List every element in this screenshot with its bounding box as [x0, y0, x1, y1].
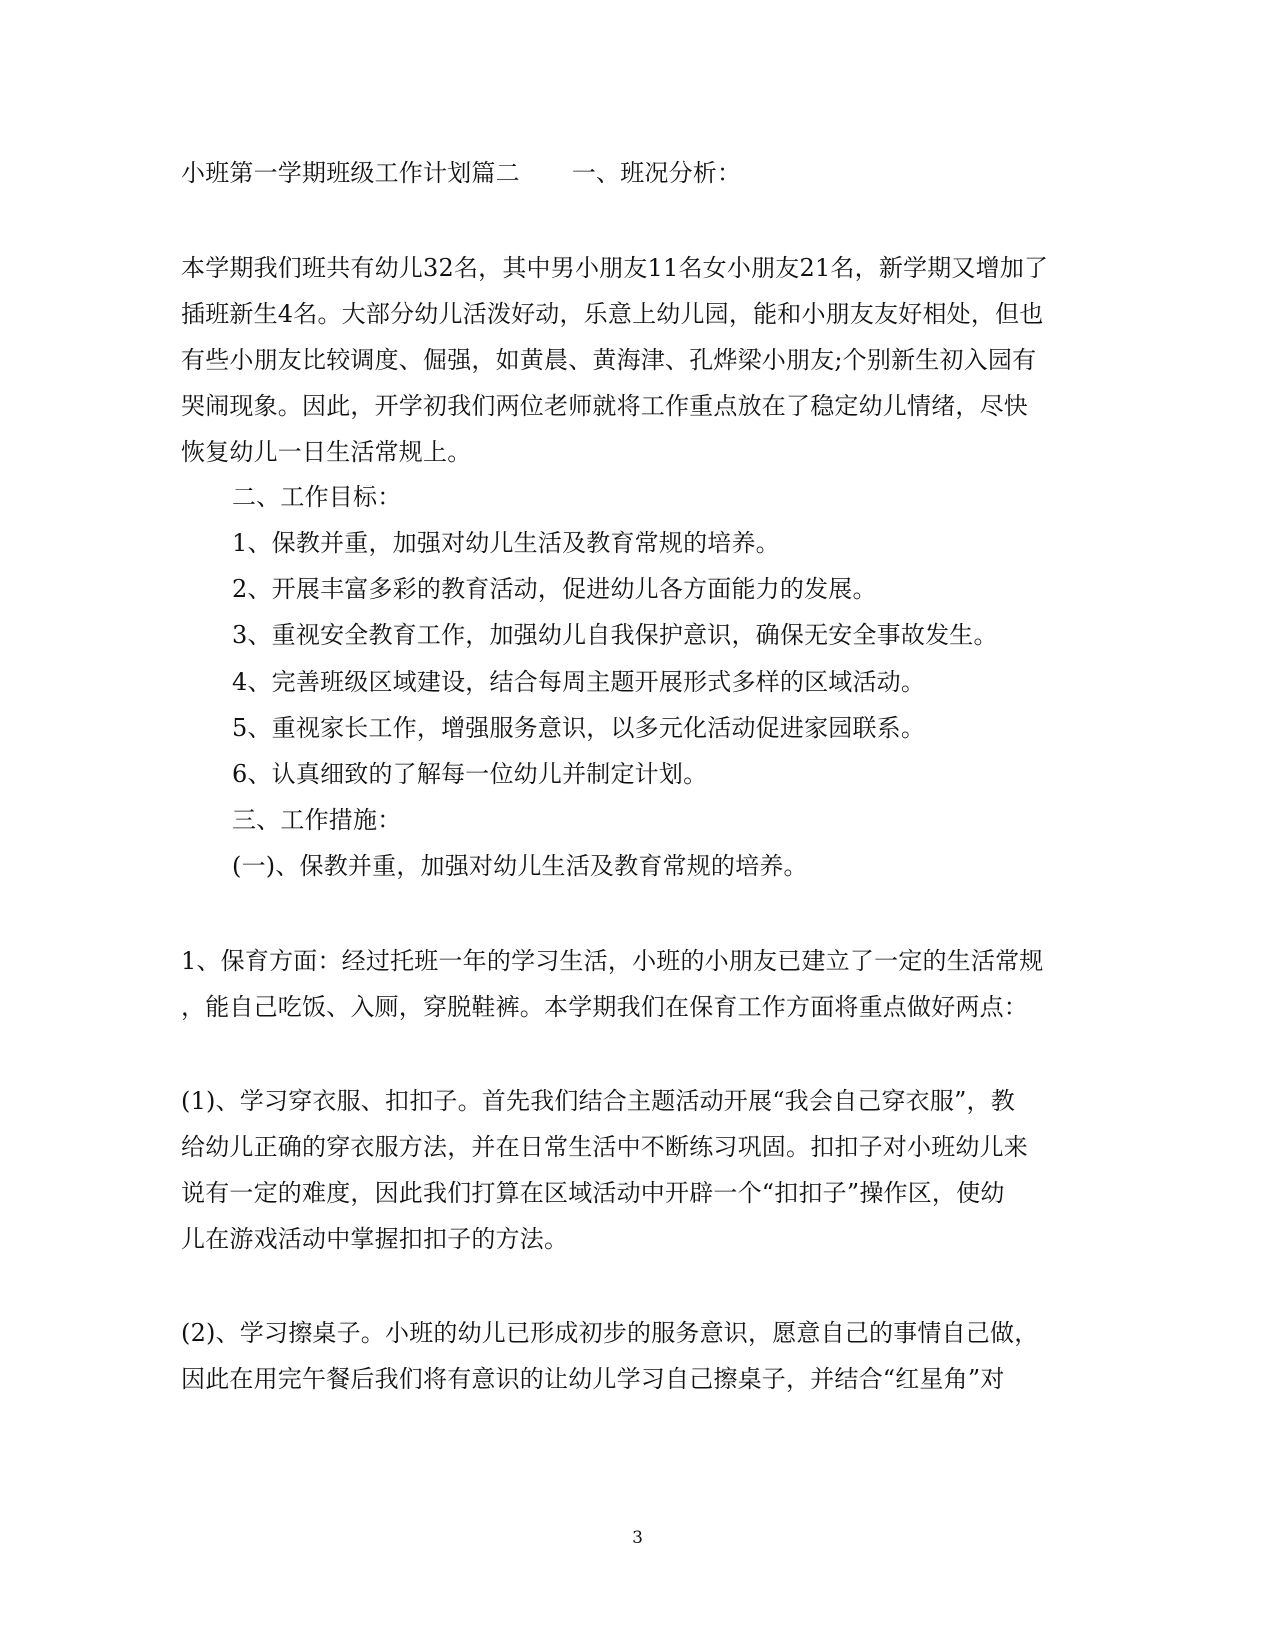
paragraph-line: 儿在游戏活动中掌握扣扣子的方法。: [181, 1225, 569, 1253]
document-title: 小班第一学期班级工作计划篇二: [181, 159, 520, 187]
paragraph-line: 哭闹现象。因此，开学初我们两位老师就将工作重点放在了稳定幼儿情绪，尽快: [181, 392, 1028, 420]
goal-item: 1、保教并重，加强对幼儿生活及教育常规的培养。: [232, 529, 780, 557]
paragraph-line: (2)、学习擦桌子。小班的幼儿已形成初步的服务意识，愿意自己的事情自己做，: [181, 1319, 1039, 1347]
section-heading-measures: 三、工作措施：: [232, 806, 402, 834]
heading-line: [181, 158, 741, 188]
paragraph-line: 插班新生4名。大部分幼儿活泼好动，乐意上幼儿园，能和小朋友友好相处，但也: [181, 300, 1044, 328]
section-heading-class-analysis: 一、班况分析：: [571, 159, 742, 187]
goal-item: 3、重视安全教育工作，加强幼儿自我保护意识，确保无安全事故发生。: [232, 621, 998, 649]
paragraph-line: 给幼儿正确的穿衣服方法，并在日常生活中不断练习巩固。扣扣子对小班幼儿来: [181, 1133, 1028, 1161]
page-number: 3: [632, 1528, 643, 1548]
goal-item: 2、开展丰富多彩的教育活动，促进幼儿各方面能力的发展。: [232, 575, 877, 603]
goal-item: 5、重视家长工作，增强服务意识，以多元化活动促进家园联系。: [232, 714, 926, 742]
goal-item: 6、认真细致的了解每一位幼儿并制定计划。: [232, 760, 708, 788]
paragraph-line: 说有一定的难度，因此我们打算在区域活动中开辟一个“扣扣子”操作区，使幼: [181, 1179, 1005, 1207]
paragraph-line: (1)、学习穿衣服、扣扣子。首先我们结合主题活动开展“我会自己穿衣服”，教: [181, 1087, 1015, 1115]
paragraph-line: 本学期我们班共有幼儿32名，其中男小朋友11名女小朋友21名，新学期又增加了: [181, 254, 1049, 282]
sub-heading: (一)、保教并重，加强对幼儿生活及教育常规的培养。: [232, 852, 808, 880]
section-heading-goals: 二、工作目标：: [232, 483, 402, 511]
paragraph-line: 恢复幼儿一日生活常规上。: [181, 438, 472, 466]
paragraph-line: ，能自己吃饭、入厕，穿脱鞋裤。本学期我们在保育工作方面将重点做好两点：: [181, 993, 1028, 1021]
goal-item: 4、完善班级区域建设，结合每周主题开展形式多样的区域活动。: [232, 668, 926, 696]
paragraph-line: 因此在用完午餐后我们将有意识的让幼儿学习自己擦桌子，并结合“红星角”对: [181, 1365, 1005, 1393]
paragraph-line: 有些小朋友比较调度、倔强，如黄晨、黄海津、孔烨梁小朋友;个别新生初入园有: [181, 346, 1037, 374]
paragraph-line: 1、保育方面：经过托班一年的学习生活，小班的小朋友已建立了一定的生活常规: [181, 947, 1044, 975]
